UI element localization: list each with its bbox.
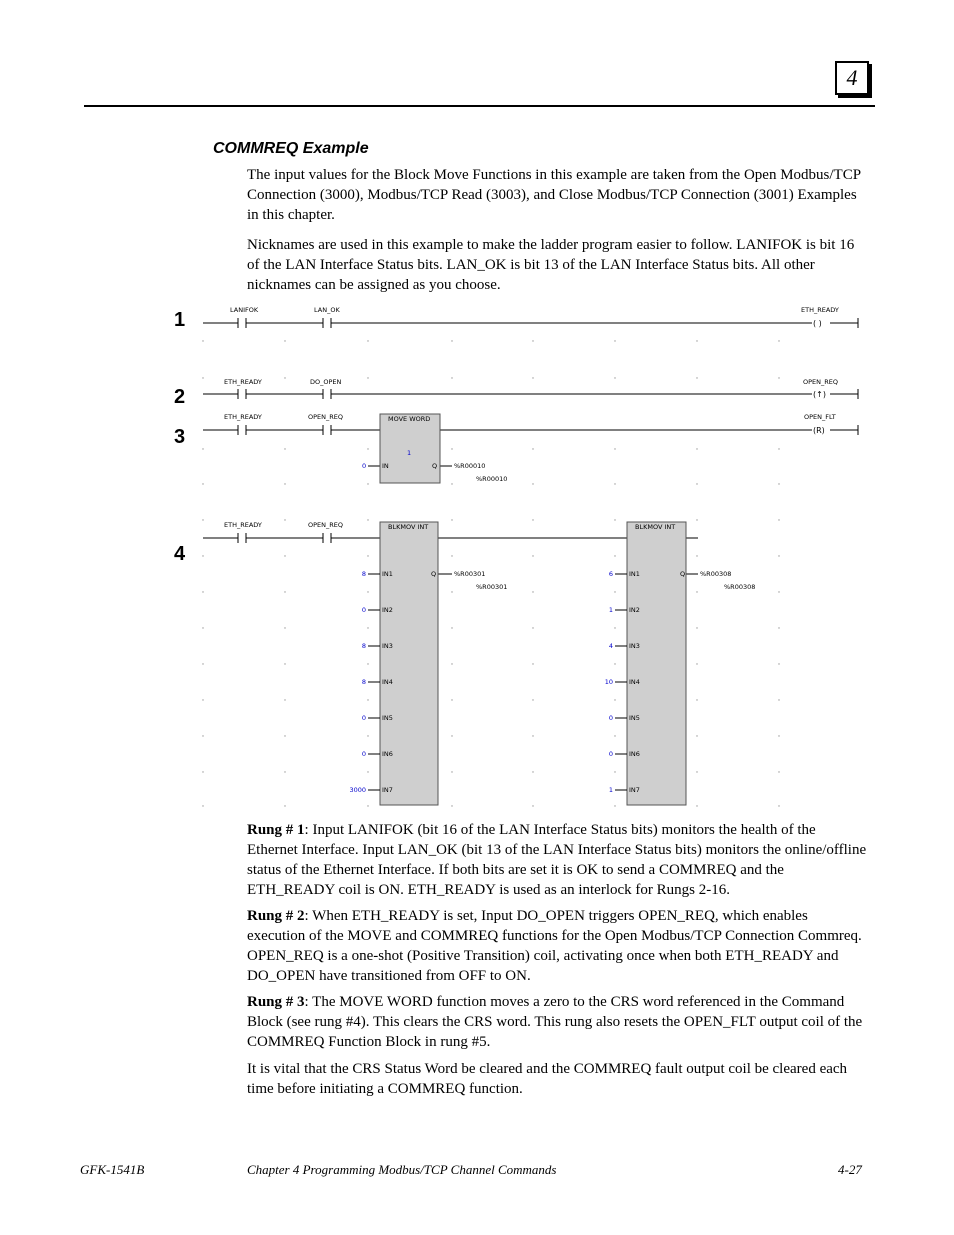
grid-dot — [367, 735, 368, 736]
blkmov-block-2 — [627, 522, 686, 805]
blkmov-block-2-input-value: 0 — [608, 714, 613, 722]
chapter-number: 4 — [846, 65, 858, 90]
grid-dot — [284, 771, 285, 772]
move-word-q-ref: %R00010 — [454, 462, 486, 470]
rung3-coil-label: OPEN_FLT — [804, 413, 836, 421]
grid-dot — [614, 771, 615, 772]
blkmov-block-2-q-ref: %R00308 — [700, 570, 732, 578]
rung-1-label: Rung # 1 — [247, 822, 305, 838]
move-word-title: MOVE WORD — [388, 415, 431, 423]
move-word-q-ref-2: %R00010 — [476, 475, 508, 483]
grid-dot — [451, 699, 452, 700]
grid-dot — [202, 699, 203, 700]
footer-page-number: 4-27 — [838, 1162, 862, 1177]
grid-dot — [778, 805, 779, 806]
rung-number-1: 1 — [174, 309, 186, 331]
rung-number-2: 2 — [174, 386, 186, 408]
grid-dot — [367, 519, 368, 520]
grid-dot — [778, 519, 779, 520]
blkmov-block-2-input-value: 0 — [608, 750, 613, 758]
grid-dot — [696, 735, 697, 736]
grid-dot — [202, 555, 203, 556]
blkmov-block-1-input-label: IN3 — [382, 642, 393, 650]
rung2-contact1-label: ETH_READY — [224, 378, 262, 386]
grid-dot — [451, 663, 452, 664]
rung4-contact1-label: ETH_READY — [224, 521, 262, 529]
rung1-coil-symbol: ( ) — [813, 319, 822, 328]
grid-dot — [614, 483, 615, 484]
grid-dot — [614, 663, 615, 664]
grid-dot — [696, 519, 697, 520]
grid-dot — [202, 591, 203, 592]
grid-dot — [202, 519, 203, 520]
grid-dot — [202, 735, 203, 736]
move-word-in-label: IN — [382, 462, 389, 470]
blkmov-block-2-input-value: 1 — [608, 786, 613, 794]
blkmov-block-1-input-value: 8 — [361, 678, 366, 686]
grid-dot — [202, 663, 203, 664]
grid-dot — [696, 699, 697, 700]
move-word-q-label: Q — [432, 462, 438, 470]
blkmov-block-2-input-label: IN7 — [629, 786, 640, 794]
grid-dot — [696, 627, 697, 628]
rung-3-text: : The MOVE WORD function moves a zero to the CRS word referenced in the Command Block (see rung #4). This clears the CRS word. This rung also resets the OPEN_FLT output coil of the COMMREQ Function Block in rung #5. — [247, 994, 863, 1050]
blkmov-block-1-input-label: IN7 — [382, 786, 393, 794]
grid-dot — [367, 699, 368, 700]
grid-dot — [778, 555, 779, 556]
rung-2-label: Rung # 2 — [247, 908, 305, 924]
grid-dot — [696, 377, 697, 378]
rung-2-description — [247, 906, 867, 986]
grid-dot — [367, 771, 368, 772]
rung-3-description — [247, 992, 867, 1052]
grid-dot — [532, 663, 533, 664]
grid-dot — [367, 627, 368, 628]
grid-dot — [367, 805, 368, 806]
blkmov-block-2-input-value: 6 — [608, 570, 613, 578]
grid-dot — [778, 483, 779, 484]
grid-dot — [614, 448, 615, 449]
rung-2 — [203, 389, 858, 399]
grid-dot — [202, 805, 203, 806]
grid-dot — [284, 555, 285, 556]
grid-dot — [614, 735, 615, 736]
grid-dot — [778, 448, 779, 449]
grid-dot — [696, 340, 697, 341]
move-word-in-value: 0 — [362, 462, 367, 470]
grid-dot — [451, 627, 452, 628]
grid-dot — [451, 771, 452, 772]
grid-dot — [532, 519, 533, 520]
blkmov-block-1-input-value: 0 — [361, 750, 366, 758]
grid-dot — [367, 377, 368, 378]
grid-dot — [284, 735, 285, 736]
blkmov-block-2-input-label: IN2 — [629, 606, 640, 614]
grid-dot — [532, 377, 533, 378]
grid-dot — [367, 448, 368, 449]
rung2-contact2-label: DO_OPEN — [310, 378, 342, 386]
grid-dot — [532, 483, 533, 484]
blkmov-block-1-input-label: IN1 — [382, 570, 393, 578]
grid-dot — [614, 340, 615, 341]
blkmov-block-1-input-label: IN2 — [382, 606, 393, 614]
grid-dot — [778, 340, 779, 341]
grid-dot — [778, 771, 779, 772]
grid-dot — [696, 805, 697, 806]
grid-dot — [202, 483, 203, 484]
rung1-contact2-label: LAN_OK — [314, 306, 340, 314]
grid-dot — [284, 699, 285, 700]
rung1-coil-label: ETH_READY — [801, 306, 839, 314]
intro-paragraph-2: Nicknames are used in this example to make the ladder program easier to follow. LANIFOK is bit 16 of the LAN Interface Status bits. LAN_OK is bit 13 of the LAN Interface Status bits. All other nicknames can be assigned as you choose. — [247, 237, 855, 293]
blkmov-block-2-title: BLKMOV INT — [635, 523, 676, 531]
grid-dot — [532, 699, 533, 700]
grid-dot — [532, 591, 533, 592]
grid-dot — [778, 735, 779, 736]
section-title: COMMREQ Example — [213, 140, 369, 157]
grid-dot — [532, 340, 533, 341]
footer-chapter-title: Chapter 4 Programming Modbus/TCP Channel Commands — [247, 1162, 557, 1177]
grid-dot — [284, 340, 285, 341]
blkmov-block-2-input-value: 4 — [608, 642, 613, 650]
blkmov-block-1-q-ref-2: %R00301 — [476, 583, 508, 591]
blkmov-block-1-title: BLKMOV INT — [388, 523, 429, 531]
grid-dot — [284, 591, 285, 592]
grid-dot — [614, 627, 615, 628]
footer-doc-id: GFK-1541B — [80, 1162, 145, 1177]
blkmov-block-1-input-value: 3000 — [349, 786, 366, 794]
grid-dot — [451, 555, 452, 556]
grid-dot — [367, 483, 368, 484]
grid-dot — [696, 663, 697, 664]
blkmov-block-2-q-label: Q — [680, 570, 686, 578]
rung-3-label: Rung # 3 — [247, 994, 305, 1010]
blkmov-block-1-input-value: 8 — [361, 642, 366, 650]
blkmov-block-1-input-value: 8 — [361, 570, 366, 578]
grid-dot — [367, 555, 368, 556]
grid-dot — [614, 555, 615, 556]
rung-1 — [203, 318, 858, 328]
rung-4 — [203, 533, 698, 574]
grid-dot — [532, 771, 533, 772]
blkmov-block-1-input-value: 0 — [361, 714, 366, 722]
grid-dot — [202, 448, 203, 449]
grid-dot — [451, 377, 452, 378]
rung1-contact1-label: LANIFOK — [230, 306, 259, 314]
blkmov-block-1 — [380, 522, 438, 805]
grid-dot — [696, 591, 697, 592]
grid-dot — [367, 340, 368, 341]
rung-number-3: 3 — [174, 426, 186, 448]
grid-dot — [532, 805, 533, 806]
grid-dot — [696, 448, 697, 449]
blkmov-block-1-input-label: IN4 — [382, 678, 393, 686]
grid-dot — [202, 627, 203, 628]
intro-paragraph-1: The input values for the Block Move Functions in this example are taken from the Open Modbus/TCP Connection (3000), Modbus/TCP Read (3003), and Close Modbus/TCP Connection (3001) Examples in this chapter. — [247, 167, 861, 223]
rung2-coil-symbol: (↑) — [813, 390, 826, 399]
grid-dot — [451, 519, 452, 520]
blkmov-block-2-input-label: IN3 — [629, 642, 640, 650]
grid-dot — [614, 699, 615, 700]
rung-3 — [203, 425, 858, 466]
grid-dot — [614, 805, 615, 806]
grid-dot — [284, 448, 285, 449]
grid-dot — [778, 591, 779, 592]
grid-dot — [284, 519, 285, 520]
grid-dot — [614, 591, 615, 592]
rung-number-4: 4 — [174, 543, 186, 565]
grid-dot — [202, 771, 203, 772]
grid-dot — [451, 448, 452, 449]
blkmov-block-1-input-label: IN5 — [382, 714, 393, 722]
grid-dot — [284, 377, 285, 378]
grid-dot — [284, 663, 285, 664]
grid-dot — [532, 555, 533, 556]
grid-dot — [202, 340, 203, 341]
closing-paragraph: It is vital that the CRS Status Word be cleared and the COMMREQ fault output coil be cleared each time before initiating a COMMREQ function. — [247, 1061, 848, 1097]
blkmov-block-2-input-label: IN1 — [629, 570, 640, 578]
rung3-contact1-label: ETH_READY — [224, 413, 262, 421]
grid-dot — [367, 591, 368, 592]
blkmov-block-2-q-ref-2: %R00308 — [724, 583, 756, 591]
grid-dot — [284, 627, 285, 628]
rung-2-text: : When ETH_READY is set, Input DO_OPEN triggers OPEN_REQ, which enables execution of the MOVE and COMMREQ functions for the Open Modbus/TCP Connection Commreq. OPEN_REQ is a one-shot (Positive Transition) coil, activating once when both ETH_READY and DO_OPEN have transitioned from OFF to ON. — [247, 908, 862, 984]
blkmov-block-2-input-value: 10 — [604, 678, 613, 686]
grid-dot — [696, 555, 697, 556]
move-word-length: 1 — [407, 449, 412, 457]
rung3-contact2-label: OPEN_REQ — [308, 413, 343, 421]
grid-dot — [532, 735, 533, 736]
blkmov-block-1-input-value: 0 — [361, 606, 366, 614]
grid-dot — [614, 519, 615, 520]
blkmov-block-2-input-label: IN6 — [629, 750, 640, 758]
grid-dot — [778, 377, 779, 378]
grid-dot — [614, 377, 615, 378]
grid-dot — [451, 735, 452, 736]
grid-dot — [778, 663, 779, 664]
rung-1-text: : Input LANIFOK (bit 16 of the LAN Interface Status bits) monitors the health of the Ethernet Interface. Input LAN_OK (bit 13 of the LAN Interface Status bits) monitors the online/offline status of the Ethernet Interface. If both bits are set it is OK to send a COMMREQ and the ETH_READY coil is ON. ETH_READY is used as an interlock for Rungs 2-16. — [247, 822, 867, 898]
blkmov-block-2-input-label: IN4 — [629, 678, 640, 686]
grid-dot — [696, 771, 697, 772]
grid-dot — [532, 627, 533, 628]
grid-dot — [451, 805, 452, 806]
rung-1-description — [247, 820, 867, 900]
blkmov-block-1-q-label: Q — [431, 570, 437, 578]
grid-dot — [367, 663, 368, 664]
rung2-coil-label: OPEN_REQ — [803, 378, 838, 386]
grid-dot — [451, 591, 452, 592]
grid-dot — [778, 627, 779, 628]
grid-dot — [284, 483, 285, 484]
rung3-coil-symbol: (R) — [813, 426, 825, 435]
grid-dot — [532, 448, 533, 449]
blkmov-block-1-input-label: IN6 — [382, 750, 393, 758]
grid-dot — [451, 340, 452, 341]
grid-dot — [284, 805, 285, 806]
grid-dot — [451, 483, 452, 484]
blkmov-block-2-input-label: IN5 — [629, 714, 640, 722]
grid-dot — [202, 377, 203, 378]
blkmov-block-1-q-ref: %R00301 — [454, 570, 486, 578]
grid-dot — [696, 483, 697, 484]
rung4-contact2-label: OPEN_REQ — [308, 521, 343, 529]
grid-dot — [778, 699, 779, 700]
blkmov-block-2-input-value: 1 — [608, 606, 613, 614]
